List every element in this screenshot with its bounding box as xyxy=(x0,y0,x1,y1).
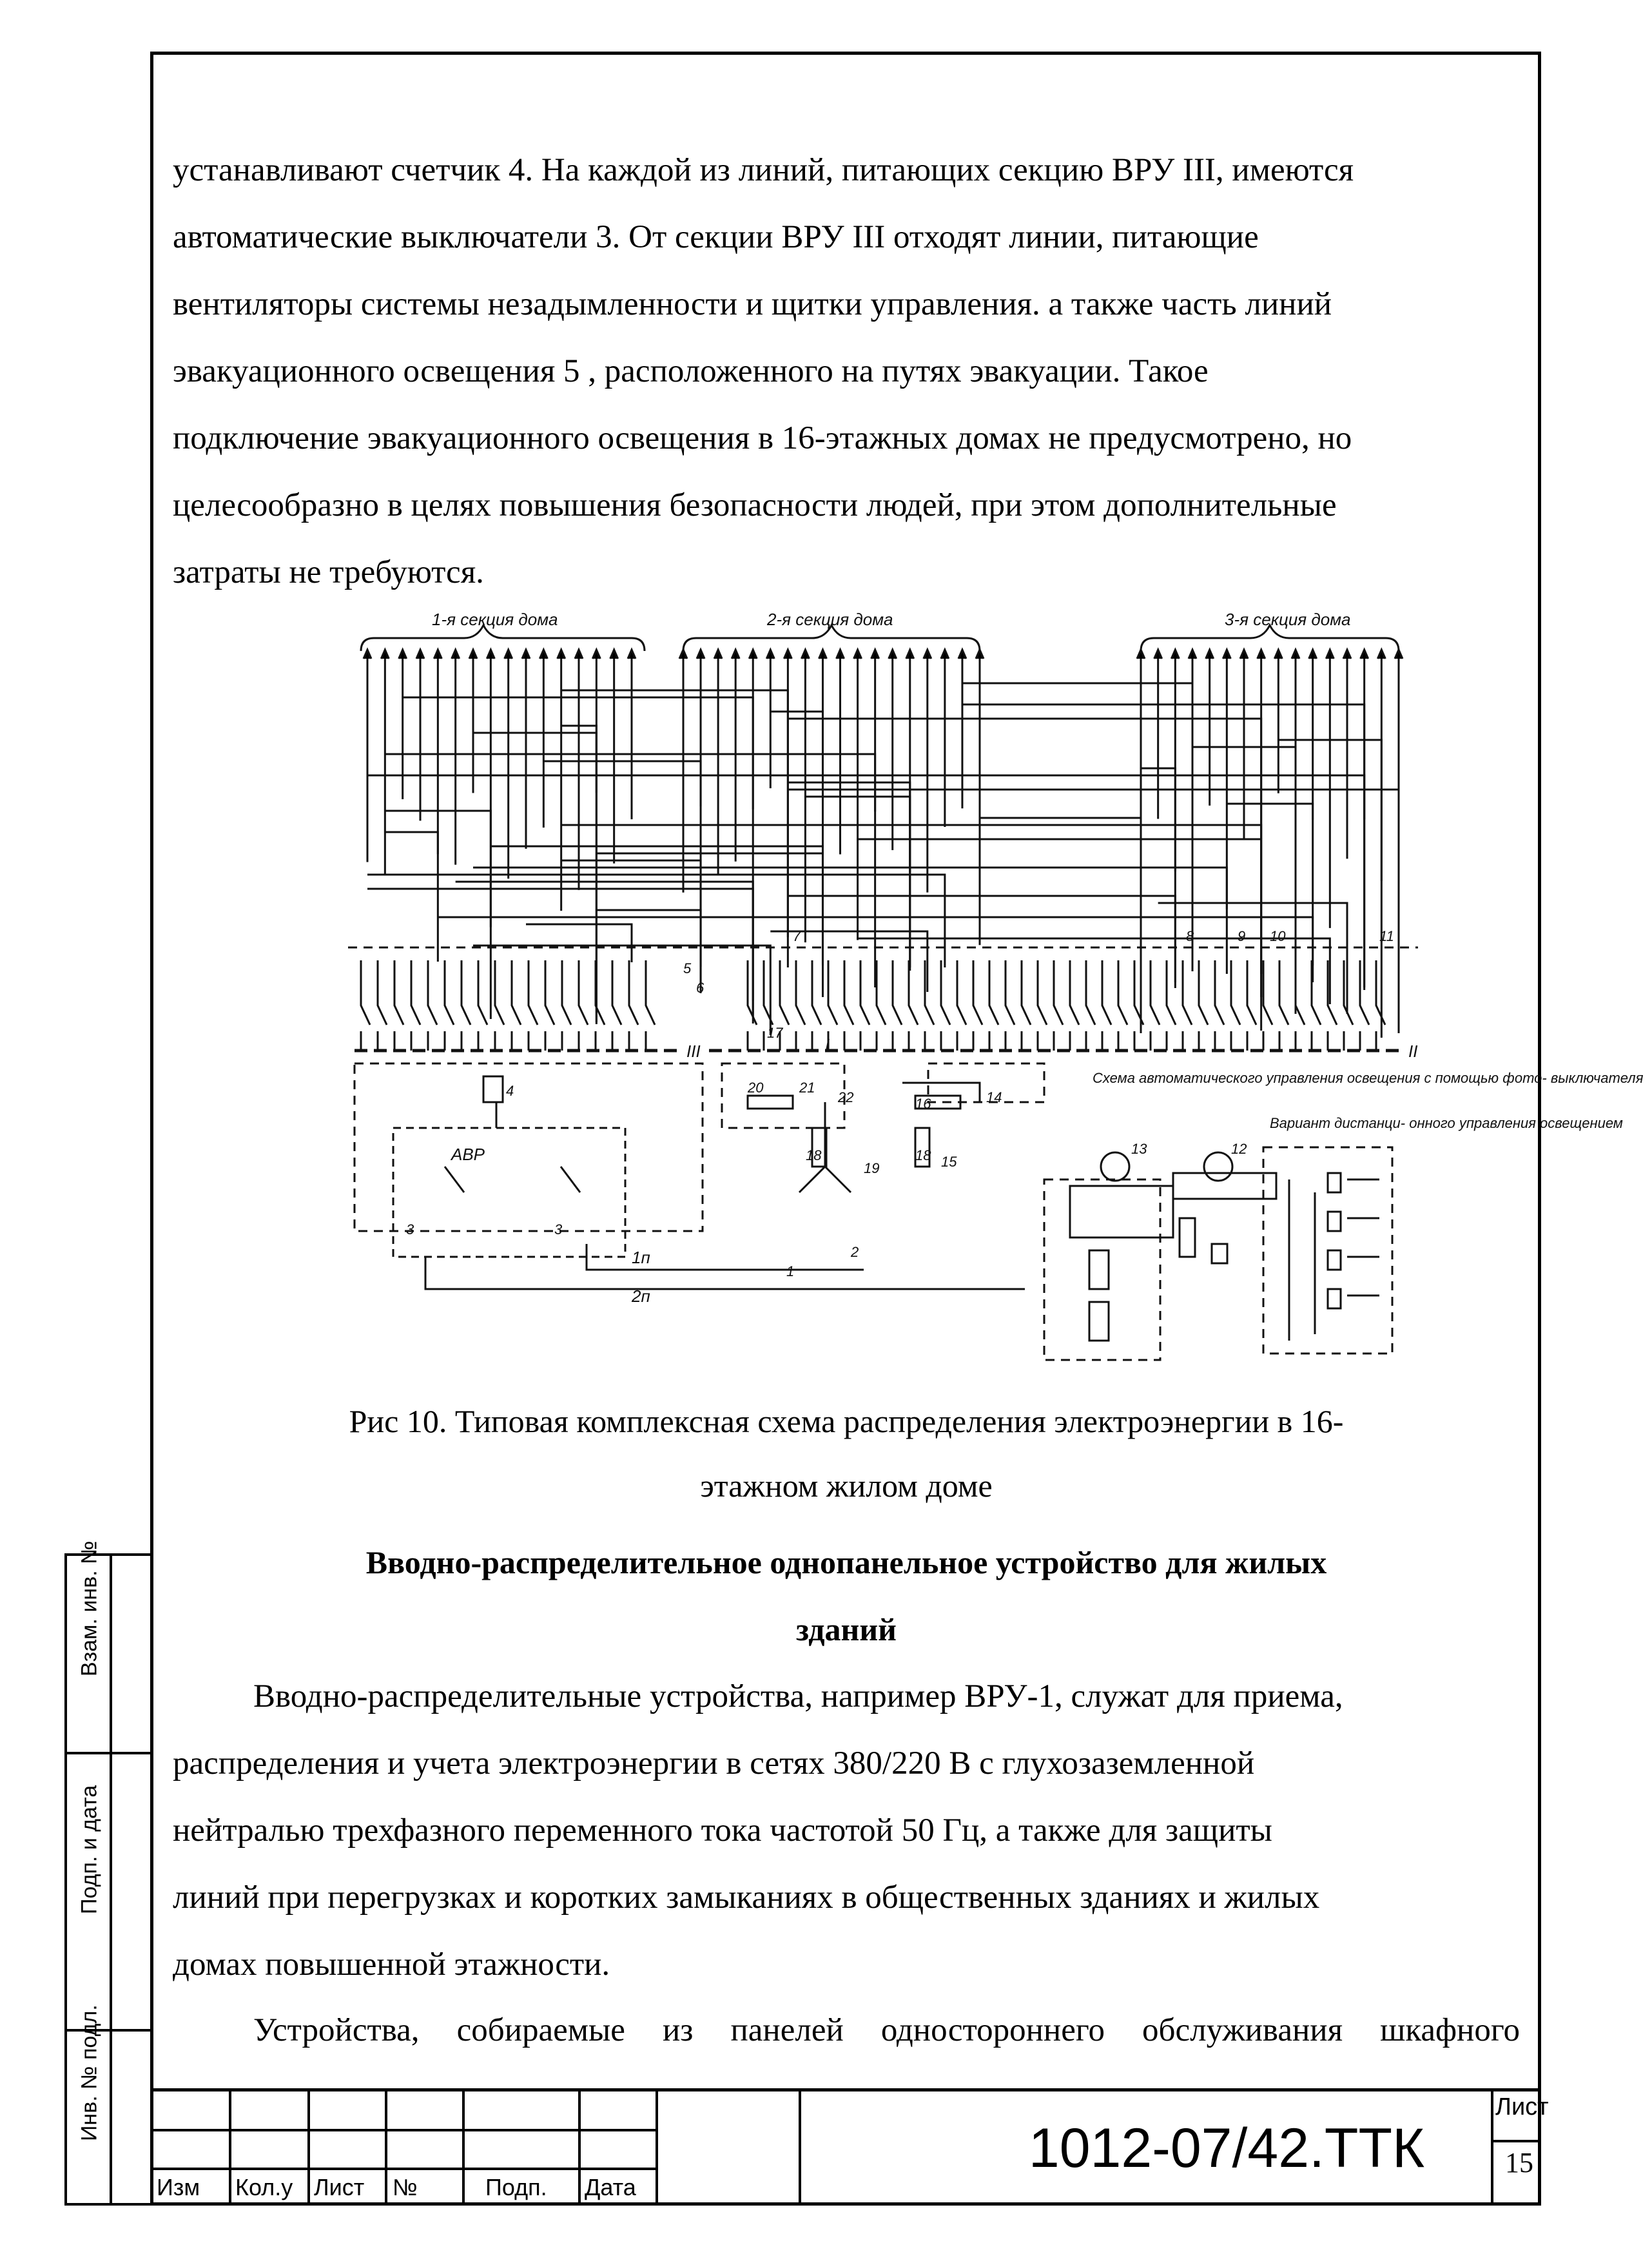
riser-arrow xyxy=(837,650,844,659)
margin-row-inv xyxy=(67,2004,150,2206)
interconnect-wire xyxy=(526,924,632,962)
text-line: затраты не требуются. xyxy=(173,554,484,590)
riser-arrow xyxy=(679,650,687,659)
riser-arrow xyxy=(958,650,966,659)
breaker-symbol xyxy=(957,960,966,1051)
riser-arrow xyxy=(784,650,792,659)
tb-podp: Подп. xyxy=(485,2174,547,2200)
callout-number: 2 xyxy=(851,1244,859,1260)
riser-arrow xyxy=(749,650,757,659)
heading-line2: зданий xyxy=(796,1611,897,1647)
breaker-symbol xyxy=(973,960,982,1051)
riser-arrow xyxy=(1206,650,1214,659)
breaker-symbol xyxy=(1038,960,1047,1051)
callout-number: 10 xyxy=(1270,928,1286,944)
margin-inv-label: Инв. № подл. xyxy=(77,2004,102,2141)
text-line: распределения и учета электроэнергии в сетях 380/220 В с глухозаземленной xyxy=(173,1745,1255,1781)
tb-list: Лист xyxy=(314,2174,365,2200)
riser-arrow xyxy=(1223,650,1230,659)
section-heading xyxy=(173,1529,1520,1663)
paragraph-vru xyxy=(173,1663,1520,1998)
interconnect-wire xyxy=(962,704,1365,987)
callout-number: 3 xyxy=(554,1221,563,1237)
text-line: подключение эвакуационного освещения в 16-этажных домах не предусмотрено, но xyxy=(173,420,1352,456)
breaker-symbol xyxy=(394,960,403,1051)
riser-arrow xyxy=(1137,650,1145,659)
riser-arrow xyxy=(766,650,774,659)
riser-arrow xyxy=(1361,650,1368,659)
breaker-symbol xyxy=(478,960,487,1051)
interconnect-wire xyxy=(1227,804,1312,982)
tb-row-line xyxy=(150,2168,658,2170)
paragraph-intro xyxy=(173,137,1520,606)
interconnect-wire xyxy=(561,860,701,985)
riser-arrow xyxy=(1326,650,1334,659)
breaker-symbol xyxy=(989,960,998,1051)
interconnect-wire xyxy=(456,882,753,1000)
avr-label: АВР xyxy=(451,1145,485,1164)
text-line: домах повышенной этажности. xyxy=(173,1946,610,1983)
wiring-diagram xyxy=(348,610,1644,1360)
riser-arrow xyxy=(399,650,407,659)
breaker-symbol xyxy=(428,960,437,1051)
callout-number: 7 xyxy=(793,928,801,944)
sheet-number: 15 xyxy=(1505,2147,1533,2179)
riser-arrow xyxy=(1154,650,1162,659)
interconnect-wire xyxy=(473,946,770,1035)
figure-caption xyxy=(173,1389,1520,1518)
breaker-symbol xyxy=(860,960,870,1051)
tb-row-line xyxy=(150,2129,658,2131)
breaker-symbol xyxy=(629,960,638,1051)
breaker-symbol xyxy=(1102,960,1111,1051)
callout-number: 1 xyxy=(786,1263,795,1279)
riser-arrow xyxy=(976,650,984,659)
breaker-symbol xyxy=(1183,960,1192,1051)
riser-arrow xyxy=(610,650,618,659)
bus-III-label: III xyxy=(686,1042,701,1061)
riser-arrow xyxy=(1377,650,1385,659)
breaker-symbol xyxy=(646,960,655,1051)
line-2n-label: 2п xyxy=(632,1286,650,1306)
riser-arrow xyxy=(575,650,583,659)
interconnect-wire xyxy=(473,868,1227,974)
callout-number: 22 xyxy=(838,1089,854,1105)
riser-arrow xyxy=(1395,650,1403,659)
text-line: автоматические выключатели 3. От секции ВРУ III отходят линии, питающие xyxy=(173,219,1259,255)
document-code: 1012-07/42.ТТК xyxy=(1028,2117,1425,2179)
callout-number: 16 xyxy=(915,1096,931,1112)
riser-arrow xyxy=(924,650,931,659)
breaker-symbol xyxy=(1086,960,1095,1051)
callout-number: 18 xyxy=(915,1147,931,1163)
riser-arrow xyxy=(628,650,636,659)
breaker-symbol xyxy=(1215,960,1224,1051)
breaker-symbol xyxy=(445,960,454,1051)
riser-arrow xyxy=(1292,650,1299,659)
bus-I-label: I xyxy=(825,1035,830,1054)
callout-number: 14 xyxy=(986,1089,1002,1105)
interconnect-wire xyxy=(788,790,1399,1033)
riser-arrow xyxy=(889,650,897,659)
breaker-symbol xyxy=(1054,960,1063,1051)
riser-arrow xyxy=(558,650,565,659)
text-line: Вводно-распределительные устройства, например ВРУ-1, служат для приема, xyxy=(253,1678,1343,1714)
interconnect-wire xyxy=(385,832,438,962)
margin-row-podp xyxy=(67,1754,150,2032)
interconnect-wire xyxy=(561,825,1261,974)
breaker-symbol xyxy=(941,960,950,1051)
remote-variant-label: Вариант дистанци- онного управления освещением xyxy=(1270,1115,1623,1131)
text-line: нейтралью трехфазного переменного тока частотой 50 Гц, а также для защиты xyxy=(173,1812,1272,1849)
callout-number: 9 xyxy=(1238,928,1246,944)
riser-arrow xyxy=(819,650,826,659)
riser-arrow xyxy=(1171,650,1179,659)
callout-number: 8 xyxy=(1186,928,1194,944)
section2-label: 2-я секция дома xyxy=(767,610,893,629)
riser-arrow xyxy=(714,650,722,659)
paragraph-devices xyxy=(173,1997,1520,2064)
riser-arrow xyxy=(1309,650,1317,659)
riser-arrow xyxy=(487,650,494,659)
line-1n-label: 1п xyxy=(632,1248,650,1267)
riser-arrow xyxy=(1189,650,1196,659)
riser-arrow xyxy=(732,650,739,659)
callout-number: 20 xyxy=(748,1080,764,1096)
margin-row-vzam xyxy=(67,1540,150,1754)
riser-arrow xyxy=(469,650,477,659)
margin-stamp xyxy=(64,1540,150,2206)
breaker-symbol xyxy=(1231,960,1240,1051)
riser-arrow xyxy=(522,650,530,659)
riser-arrow xyxy=(1343,650,1351,659)
text-line: вентиляторы системы незадымленности и щитки управления. а также часть линий xyxy=(173,286,1332,322)
riser-arrow xyxy=(416,650,424,659)
breaker-symbol xyxy=(1022,960,1031,1051)
text-line: линий при перегрузках и коротких замыканиях в общественных зданиях и жилых xyxy=(173,1879,1320,1916)
breaker-symbol xyxy=(877,960,886,1051)
callout-number: 4 xyxy=(506,1083,514,1099)
margin-vzam-label: Взам. инв. № xyxy=(77,1540,102,1676)
breaker-symbol xyxy=(1263,960,1272,1051)
breaker-symbol xyxy=(1006,960,1015,1051)
breaker-symbol xyxy=(462,960,471,1051)
riser-arrow xyxy=(1258,650,1265,659)
breaker-symbol xyxy=(1151,960,1160,1051)
callout-number: 13 xyxy=(1131,1141,1147,1157)
riser-arrow xyxy=(906,650,914,659)
margin-podp-label: Подп. и дата xyxy=(77,1785,102,1914)
riser-arrow xyxy=(381,650,389,659)
breaker-symbol xyxy=(1279,960,1288,1051)
breaker-symbol xyxy=(512,960,521,1051)
breaker-symbol xyxy=(378,960,387,1051)
section1-label: 1-я секция дома xyxy=(432,610,558,629)
breaker-symbol xyxy=(562,960,571,1051)
breaker-symbol xyxy=(411,960,420,1051)
breaker-symbol xyxy=(1134,960,1143,1051)
text-line: Устройства, собираемые из панелей одностороннего обслуживания шкафного xyxy=(253,2012,1520,2048)
callout-number: 15 xyxy=(941,1154,957,1170)
caption-line2: этажном жилом доме xyxy=(700,1468,993,1504)
riser-arrow xyxy=(854,650,862,659)
caption-line1: Рис 10. Типовая комплексная схема распределения электроэнергии в 16- xyxy=(349,1403,1344,1439)
callout-number: 12 xyxy=(1231,1141,1247,1157)
breaker-symbol xyxy=(1247,960,1256,1051)
text-line: целесообразно в целях повышения безопасности людей, при этом дополнительные xyxy=(173,487,1337,523)
riser-arrow xyxy=(364,650,371,659)
interconnect-wire xyxy=(543,761,701,993)
bus-II-label: II xyxy=(1408,1042,1418,1061)
callout-number: 6 xyxy=(696,980,705,996)
riser-arrow xyxy=(941,650,949,659)
tb-num: № xyxy=(393,2174,418,2200)
breaker-symbol xyxy=(1296,960,1305,1051)
interconnect-wire xyxy=(596,910,701,967)
riser-arrow xyxy=(505,650,512,659)
riser-arrow xyxy=(592,650,600,659)
breaker-symbol xyxy=(612,960,621,1051)
breaker-symbol xyxy=(495,960,504,1051)
text-line: эвакуационного освещения 5 , расположенного на путях эвакуации. Такое xyxy=(173,353,1209,389)
riser-arrow xyxy=(697,650,705,659)
riser-arrow xyxy=(871,650,879,659)
breaker-symbol xyxy=(844,960,853,1051)
riser-arrow xyxy=(1274,650,1282,659)
breaker-symbol xyxy=(893,960,902,1051)
interconnect-wire xyxy=(788,896,1175,988)
sheet-label: Лист xyxy=(1495,2093,1549,2120)
breaker-symbol xyxy=(1199,960,1208,1051)
riser-arrow xyxy=(434,650,442,659)
callout-number: 3 xyxy=(406,1221,414,1237)
interconnect-wire xyxy=(367,889,753,1024)
section3-label: 3-я секция дома xyxy=(1225,610,1351,629)
wiring-diagram-svg xyxy=(348,610,1644,1360)
breaker-symbol xyxy=(796,960,805,1051)
riser-arrow xyxy=(1240,650,1248,659)
text-line: устанавливают счетчик 4. На каждой из линий, питающих секцию ВРУ III, имеются xyxy=(173,152,1354,188)
breaker-symbol xyxy=(579,960,588,1051)
breaker-symbol xyxy=(529,960,538,1051)
callout-number: 11 xyxy=(1379,928,1394,944)
breaker-symbol xyxy=(1118,960,1127,1051)
callout-number: 21 xyxy=(799,1080,815,1096)
breaker-symbol xyxy=(545,960,554,1051)
breaker-symbol xyxy=(361,960,370,1051)
tb-kolu: Кол.у xyxy=(235,2174,293,2200)
riser-arrow xyxy=(452,650,460,659)
heading-line1: Вводно-распределительное однопанельное устройство для жилых xyxy=(365,1544,1327,1580)
riser-arrow xyxy=(539,650,547,659)
interconnect-wire xyxy=(788,719,1261,997)
interconnect-wire xyxy=(1158,903,1347,1014)
callout-number: 18 xyxy=(806,1147,822,1163)
breaker-symbol xyxy=(925,960,934,1051)
callout-number: 19 xyxy=(864,1160,880,1176)
breaker-symbol xyxy=(909,960,918,1051)
callout-number: 17 xyxy=(767,1025,783,1041)
auto-scheme-label: Схема автоматического управления освещения с помощью фото- выключателя xyxy=(1093,1070,1644,1086)
riser-arrow xyxy=(801,650,809,659)
tb-col xyxy=(658,2091,801,2206)
title-block xyxy=(150,2088,1541,2206)
tb-data: Дата xyxy=(585,2174,636,2200)
callout-number: 5 xyxy=(683,960,692,976)
interconnect-wire xyxy=(980,818,1141,1033)
breaker-symbol xyxy=(1070,960,1079,1051)
breaker-symbol xyxy=(1344,960,1353,1051)
breaker-symbol xyxy=(812,960,821,1051)
tb-izm: Изм xyxy=(157,2174,200,2200)
